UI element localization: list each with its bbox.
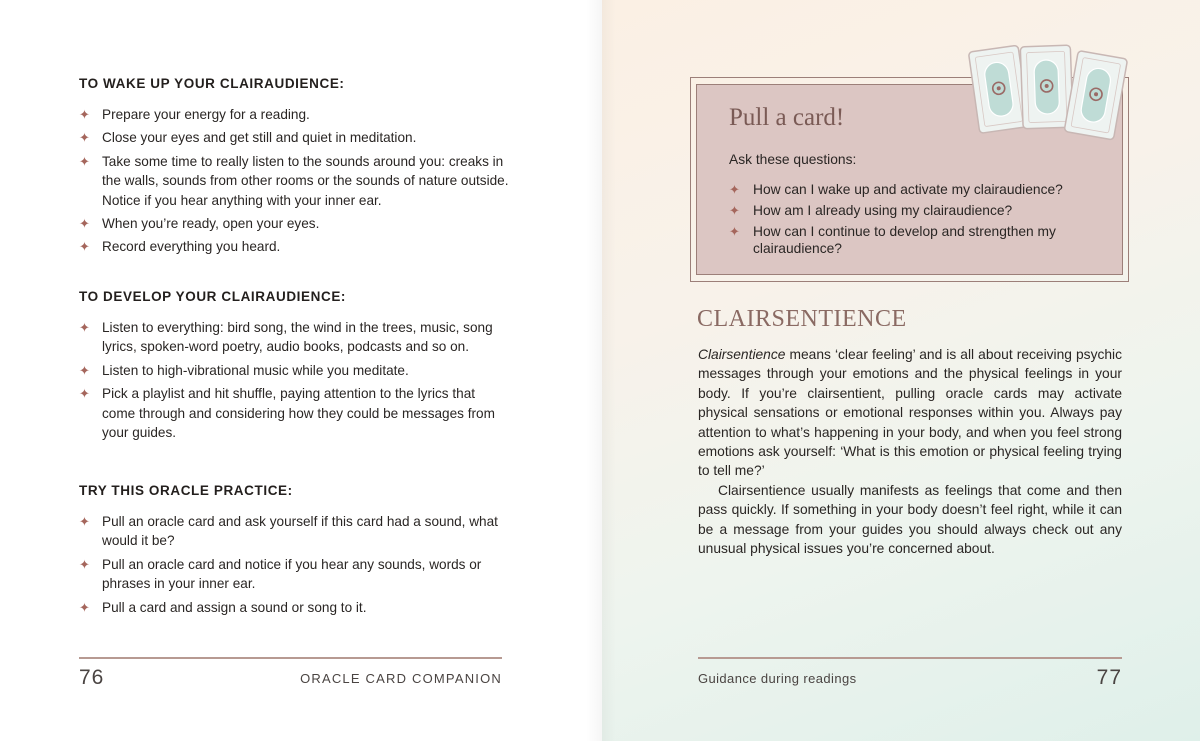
star-bullet-icon: ✦ bbox=[79, 320, 90, 335]
star-bullet-icon: ✦ bbox=[79, 599, 90, 615]
page-number-right: 77 bbox=[1096, 666, 1122, 689]
list-item: ✦ Pull a card and assign a sound or song to it. bbox=[79, 598, 509, 617]
star-bullet-icon: ✦ bbox=[79, 556, 90, 572]
list-item: ✦ How can I wake up and activate my clairaudience? bbox=[729, 182, 1063, 197]
list-item: ✦ Take some time to really listen to the sounds around you: creaks in the walls, sounds from other rooms or the sounds of nature outside. Notice if you hear anything with your inner ear. bbox=[79, 153, 509, 208]
list-item: ✦ Record everything you heard. bbox=[79, 237, 509, 256]
running-head-left: ORACLE CARD COMPANION bbox=[300, 671, 502, 686]
list-item: ✦ When you’re ready, open your eyes. bbox=[79, 214, 509, 233]
oracle-card-icon bbox=[1064, 51, 1127, 140]
clairsentience-paragraph-1: Clairsentience means ‘clear feeling’ and is all about receiving psychic messages through your emotions and the physical feelings in your body. If you’re clairsentient, pulling oracle cards may activate physical sensations or emotional responses within you. Always pay attention to what’s happening in your body, and when you feel strong emotions ask yourself: ‘What is this emotion or physical feeling trying to tell me?’ bbox=[698, 347, 1122, 479]
list-item: ✦ Close your eyes and get still and quiet in meditation. bbox=[79, 128, 509, 147]
list-item: ✦ Pull an oracle card and notice if you hear any sounds, words or phrases in your inner ear. bbox=[79, 556, 482, 592]
footer-rule-right bbox=[698, 657, 1122, 659]
star-bullet-icon: ✦ bbox=[79, 386, 90, 402]
oracle-practice-list bbox=[79, 512, 509, 621]
star-bullet-icon: ✦ bbox=[79, 362, 90, 378]
star-bullet-icon: ✦ bbox=[79, 239, 90, 255]
list-item: ✦ Prepare your energy for a reading. bbox=[79, 105, 509, 124]
list-item: ✦ Listen to everything: bird song, the wind in the trees, music, song lyrics, spoken-word poetry, audio books, podcasts and so on. bbox=[79, 320, 493, 355]
develop-list bbox=[79, 318, 509, 446]
list-item: ✦ How am I already using my clairaudience? bbox=[729, 203, 1013, 218]
list-item: ✦ Pull an oracle card and ask yourself if this card had a sound, what would it be? bbox=[79, 514, 498, 549]
running-head-right: Guidance during readings bbox=[698, 671, 857, 686]
star-bullet-icon: ✦ bbox=[729, 182, 740, 197]
section-heading-develop: TO DEVELOP YOUR CLAIRAUDIENCE: bbox=[79, 289, 347, 304]
star-bullet-icon: ✦ bbox=[79, 216, 90, 232]
list-item: ✦ Listen to high-vibrational music while you meditate. bbox=[79, 361, 509, 380]
section-heading-wake-up: TO WAKE UP YOUR CLAIRAUDIENCE: bbox=[79, 76, 345, 91]
section-heading-oracle-practice: TRY THIS ORACLE PRACTICE: bbox=[79, 483, 293, 498]
pull-card-title: Pull a card! bbox=[729, 104, 845, 131]
pull-card-intro: Ask these questions: bbox=[729, 152, 857, 167]
star-bullet-icon: ✦ bbox=[79, 130, 90, 146]
footer-rule-left bbox=[79, 657, 502, 659]
star-bullet-icon: ✦ bbox=[729, 203, 740, 218]
star-bullet-icon: ✦ bbox=[729, 224, 740, 239]
page-number-left: 76 bbox=[79, 666, 105, 689]
book-gutter bbox=[586, 0, 616, 741]
wake-up-list bbox=[79, 105, 509, 261]
oracle-cards-illustration bbox=[966, 40, 1146, 160]
star-bullet-icon: ✦ bbox=[79, 107, 90, 122]
star-bullet-icon: ✦ bbox=[79, 153, 90, 169]
oracle-card-icon bbox=[1020, 45, 1073, 129]
clairsentience-paragraph-2: Clairsentience usually manifests as feelings that come and then pass quickly. If something in your body doesn’t feel right, while it can be a message from your guides you should always check out any unusual physical issues you’re concerned about. bbox=[698, 483, 1122, 557]
list-item: ✦ How can I continue to develop and strengthen my clairaudience? bbox=[729, 224, 1056, 256]
pull-card-questions bbox=[729, 181, 1099, 261]
clairsentience-heading: CLAIRSENTIENCE bbox=[697, 306, 907, 332]
star-bullet-icon: ✦ bbox=[79, 514, 90, 529]
list-item: ✦ Pick a playlist and hit shuffle, paying attention to the lyrics that come through and considering how they could be messages from your guides. bbox=[79, 386, 495, 441]
term-clairsentience: Clairsentience bbox=[698, 347, 786, 362]
